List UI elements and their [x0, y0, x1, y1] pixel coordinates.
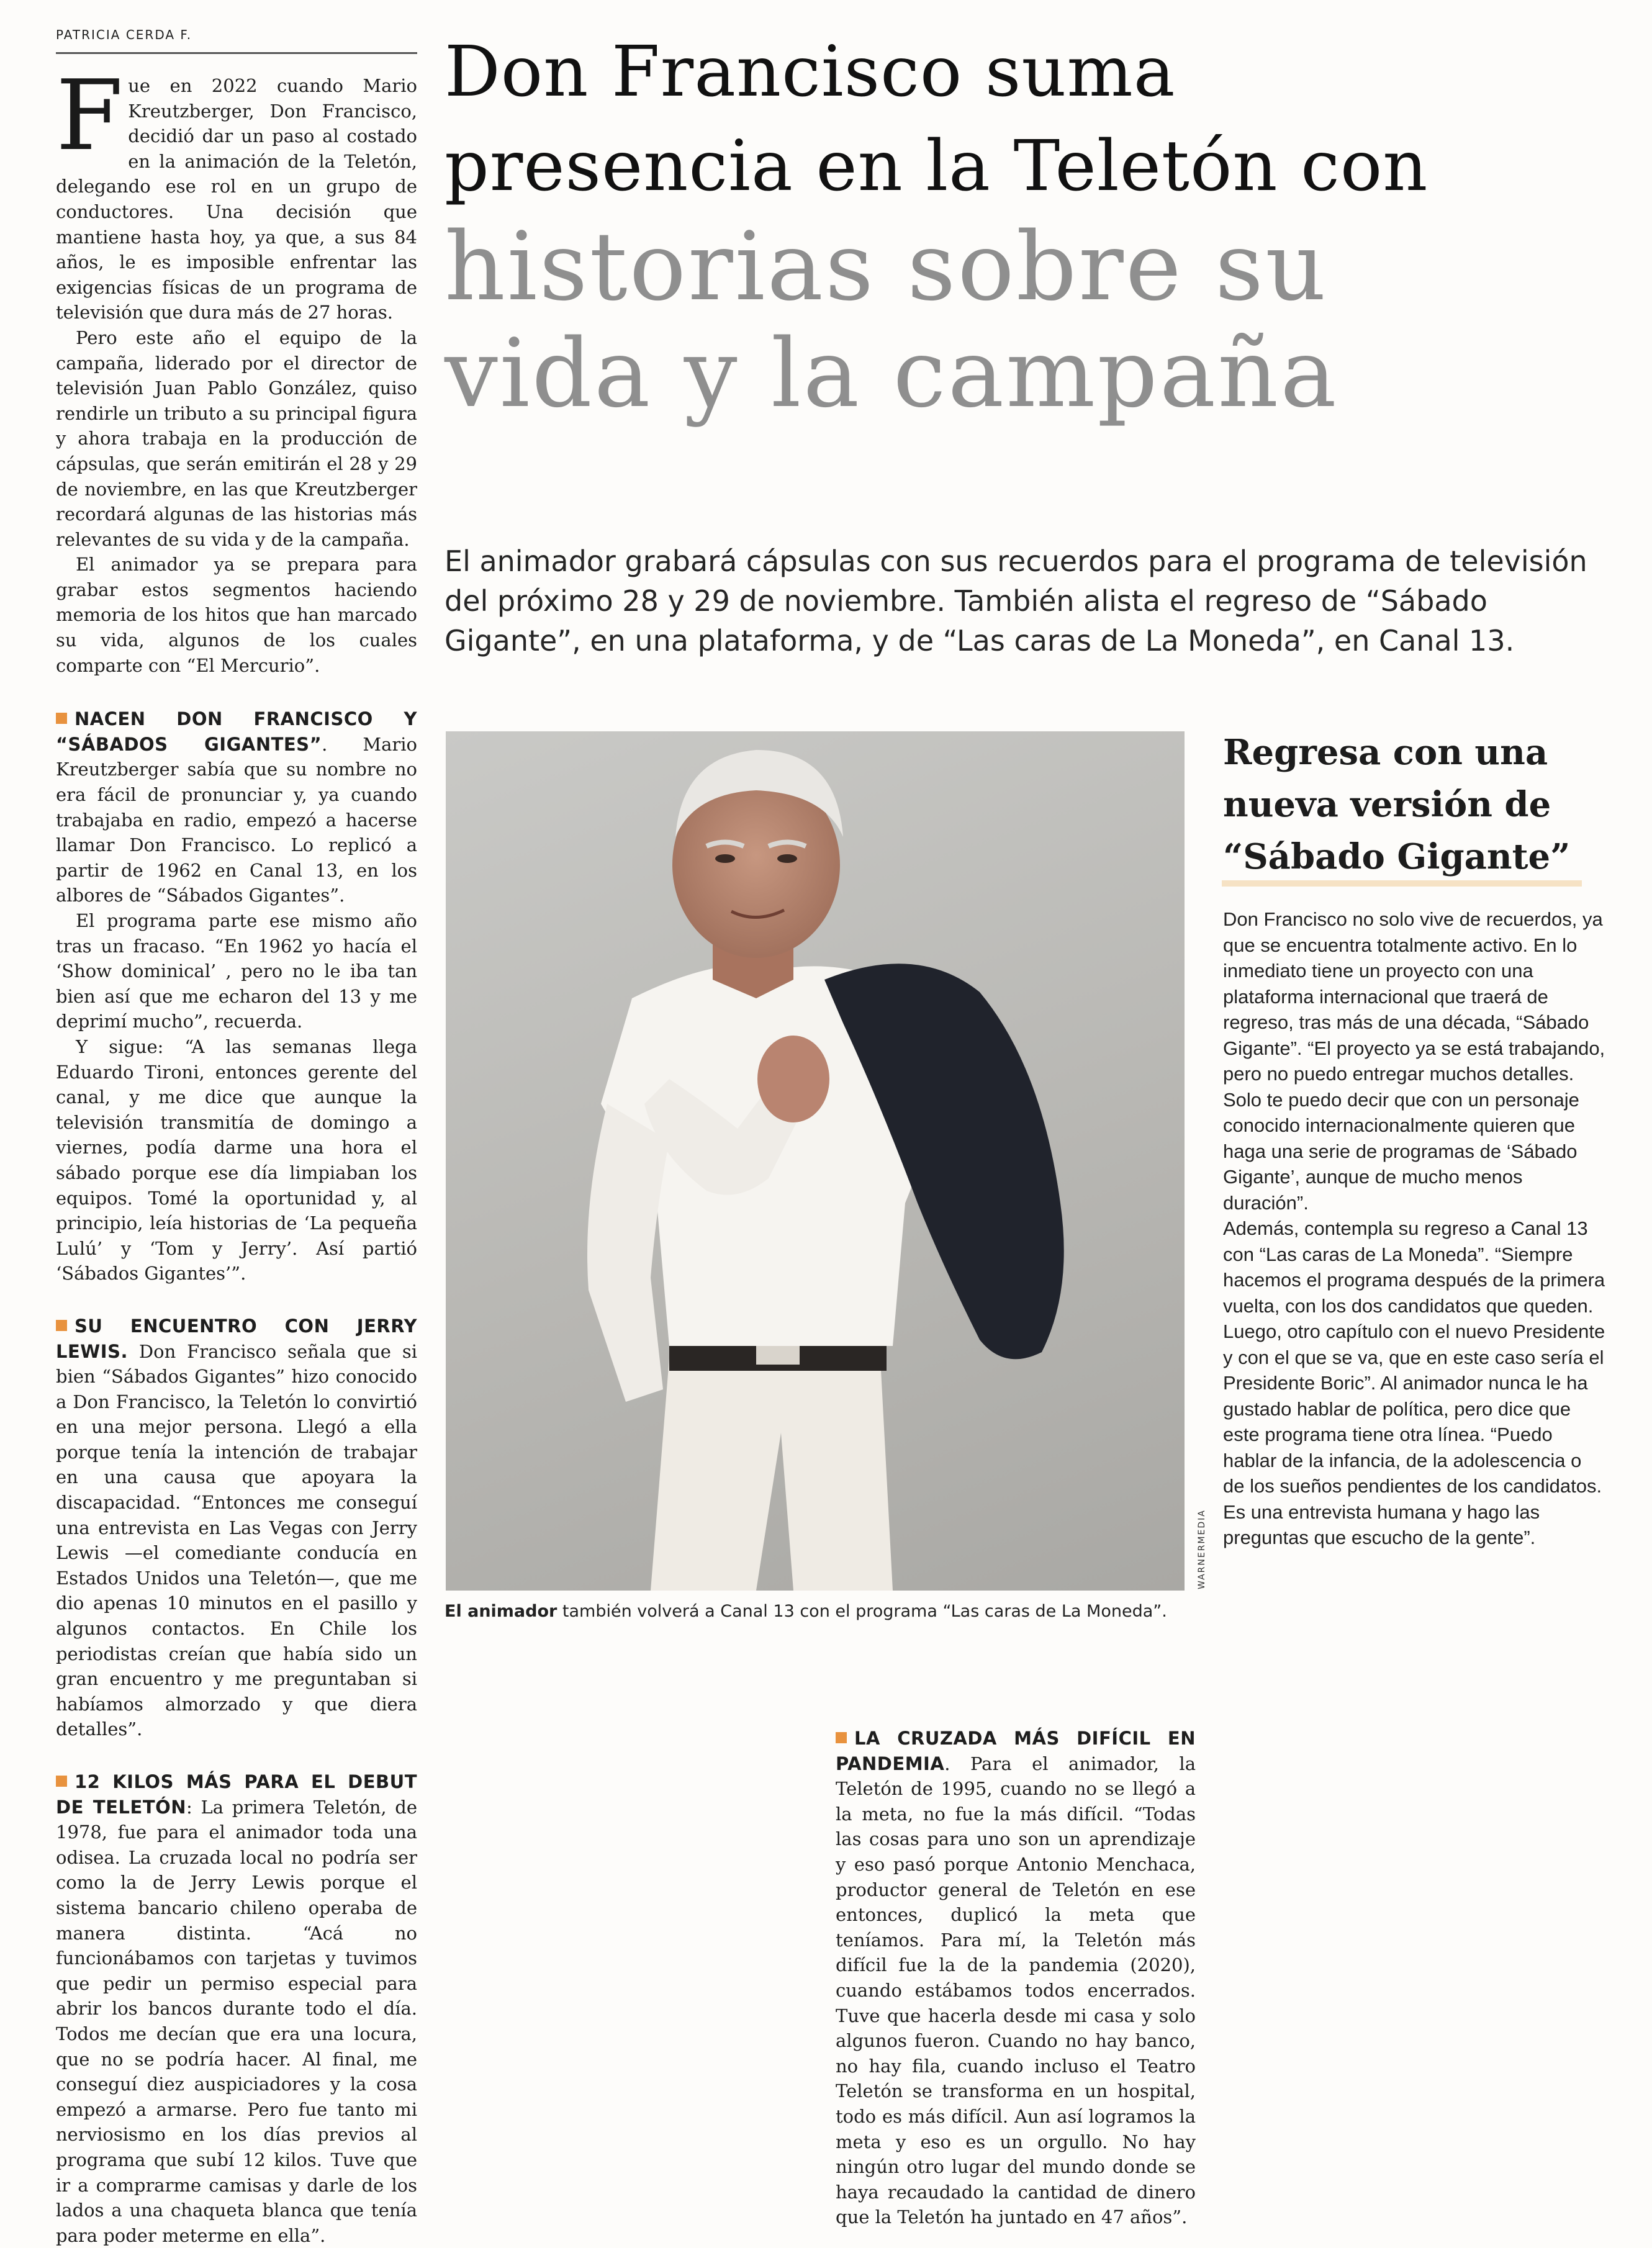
intro-paragraph-2: Pero este año el equipo de la campaña, liderado por el director de televisión Juan Pablo González, quiso rendirle un tributo a su principal figura y ahora trabaja en la producción de cápsulas, que serán emitirán el 28 y 29 de noviembre, en las que Kreutzberger recordará algunas de las historias más relevantes de su vida y de la campaña. [56, 327, 417, 550]
section-12-kilos [56, 1769, 417, 2248]
section-paragraph: SU ENCUENTRO CON JERRY LEWIS. Don Francisco señala que si bien “Sábados Gigantes” hizo conocido a Don Francisco, la Teletón lo convirtió en una mejor persona. Llegó a ella porque tenía la intención de trabajar en una causa que apoyara la discapacidad. “Entonces me conseguí una entrevista en Las Vegas con Jerry Lewis —el comediante conducía en Estados Unidos una Teletón—, que me dio apenas 10 minutos en el pasillo y algunos contactos. En Chile los periodistas creían que había sido un gran encuentro y me preguntaban si habíamos almorzado y que diera detalles”. [56, 1315, 417, 1740]
intro-paragraph-3: El animador ya se prepara para grabar estos segmentos haciendo memoria de los hitos que han marcado su vida, algunos de los cuales comparte con “El Mercurio”. [56, 554, 417, 676]
portrait-illustration [446, 731, 1185, 1591]
deck: El animador grabará cápsulas con sus recuerdos para el programa de televisión del próximo 28 y 29 de noviembre. También alista el regreso de “Sábado Gigante”, en una plataforma, y de “Las caras de La Moneda”, en Canal 13. [445, 544, 1587, 657]
sidebar-title: Regresa con una nueva versión de “Sábado Gigante” [1223, 732, 1571, 877]
eye-shape [777, 854, 797, 863]
square-bullet-icon [56, 713, 67, 724]
section-lead: SU ENCUENTRO CON JERRY LEWIS. [56, 1315, 417, 1362]
left-arm-shape [587, 1104, 669, 1402]
square-bullet-icon [836, 1732, 847, 1743]
eye-shape [715, 854, 735, 863]
section-paragraph: NACEN DON FRANCISCO Y “SÁBADOS GIGANTES”. Mario Kreutzberger sabía que su nombre no era fácil de pronunciar y, ya cuando trabajaba en radio, empezó a hacerse llamar Don Francisco. Lo replicó a partir de 1962 en Canal 13, en los albores de “Sábados Gigantes”. [56, 708, 417, 906]
photo-credit: WARNERMEDIA [1197, 1509, 1207, 1589]
section-paragraph: 12 KILOS MÁS PARA EL DEBUT DE TELETÓN: La primera Teletón, de 1978, fue para el animador toda una odisea. La cruzada local no podría ser como la de Jerry Lewis porque el sistema bancario chileno operaba de manera distinta. “Acá no funcionábamos con tarjetas y tuvimos que pedir un permiso especial para abrir los bancos durante todo el día. Todos me decían que era una locura, que no se podría hacer. Al final, me conseguí diez auspiciadores y la cosa empezó a armarse. Pero fue tanto mi nerviosismo en los días previos al programa que subí 12 kilos. Tuve que ir a comprarme camisas y darle de los lados a una chaqueta blanca que tenía para poder meterme en ella”. [56, 1771, 417, 2246]
section-lead: 12 KILOS MÁS PARA EL DEBUT DE TELETÓN [56, 1771, 417, 1818]
headline-line: presencia en la Teletón con [445, 126, 1429, 207]
sidebar-paragraph: Además, contempla su regreso a Canal 13 con “Las caras de La Moneda”. “Siempre hacemos el programa después de la primera vuelta, con los dos candidatos que queden. Luego, otro capítulo con el nuevo Presidente y con el que se va, que en este caso sería el Presidente Boric”. Al animador nunca le ha gustado hablar de política, pero dice que este programa tiene otra línea. “Puedo hablar de la infancia, de la adolescencia o de los sueños pendientes de los candidatos. Es una entrevista humana y hago las preguntas que escucho de la gente”. [1223, 1217, 1605, 1548]
section-jerry-lewis [56, 1314, 417, 1742]
belt-buckle-shape [756, 1345, 800, 1365]
dropcap: F [56, 59, 124, 172]
section-lead: LA CRUZADA MÁS DIFÍCIL EN PANDEMIA [836, 1728, 1196, 1774]
square-bullet-icon [56, 1776, 67, 1787]
left-column [56, 59, 417, 2248]
sidebar-paragraph: Don Francisco no solo vive de recuerdos, ya que se encuentra totalmente activo. En lo inmediato tiene un proyecto con una plataforma internacional que traerá de regreso, tras más de una década, “Sábado Gigante”. “El proyecto ya se está trabajando, pero no puedo entregar muchos detalles. Solo te puedo decir que con un personaje conocido internacionalmente quieren que haga una serie de programas de ‘Sábado Gigante’, aunque de mucho menos duración”. [1223, 908, 1605, 1214]
headline [445, 25, 1643, 427]
trousers-shape [651, 1358, 893, 1591]
section-nacen-don-francisco [56, 706, 417, 1286]
headline-line: historias sobre su [445, 212, 1328, 322]
byline: PATRICIA CERDA F. [56, 27, 417, 54]
square-bullet-icon [56, 1320, 67, 1331]
headline-line: Don Francisco suma [445, 32, 1176, 112]
photo [446, 731, 1185, 1591]
section-paragraph: El programa parte ese mismo año tras un fracaso. “En 1962 yo hacía el ‘Show dominical’ , pero no le iba tan bien así que me echaron del 13 y me deprimí mucho”, recuerda. [56, 910, 417, 1032]
section-paragraph: LA CRUZADA MÁS DIFÍCIL EN PANDEMIA. Para el animador, la Teletón de 1995, cuando no se llegó a la meta, no fue la más difícil. “Todas las cosas para uno son un aprendizaje y eso pasó porque Antonio Menchaca, productor general de Teletón en ese entonces, duplicó la meta que teníamos. Para mí, la Teletón más difícil fue la de la pandemia (2020), cuando estábamos todos encerrados. Tuve que hacerla desde mi casa y solo algunos fueron. Cuando no hay banco, no hay fila, cuando incluso el Teatro Teletón se transforma en un hospital, todo es más difícil. Aun así logramos la meta y eso es un orgullo. No hay ningún otro lugar del mundo donde se haya recaudado la cantidad de dinero que la Teletón ha juntado en 47 años”. [836, 1728, 1196, 2228]
bottom-column-4 [836, 1726, 1196, 2230]
intro-paragraph-1: Fue en 2022 cuando Mario Kreutzberger, Don Francisco, decidió dar un paso al costado en la animación de la Teletón, delegando ese rol en un grupo de conductores. Una decisión que mantiene hasta hoy, ya que, a sus 84 años, le es imposible enfrentar las exigencias físicas de un programa de televisión que dura más de 27 horas. [56, 59, 417, 323]
section-paragraph: Y sigue: “A las semanas llega Eduardo Tironi, entonces gerente del canal, y me dice que aunque la televisión transmitía de domingo a viernes, podía darme una hora el sábado porque ese día limpiaban los equipos. Tomé la oportunidad y, al principio, leía historias de ‘La pequeña Lulú’ y ‘Tom y Jerry’. Así partió ‘Sábados Gigantes’”. [56, 1036, 417, 1284]
photo-caption: El animador también volverá a Canal 13 con el programa “Las caras de La Moneda”. [445, 1602, 1167, 1621]
sidebar-body [1223, 906, 1608, 1551]
sidebar-rule [1222, 880, 1582, 887]
headline-line: vida y la campaña [445, 318, 1338, 428]
hand-shape [757, 1036, 829, 1122]
section-lead: NACEN DON FRANCISCO Y “SÁBADOS GIGANTES” [56, 708, 417, 755]
